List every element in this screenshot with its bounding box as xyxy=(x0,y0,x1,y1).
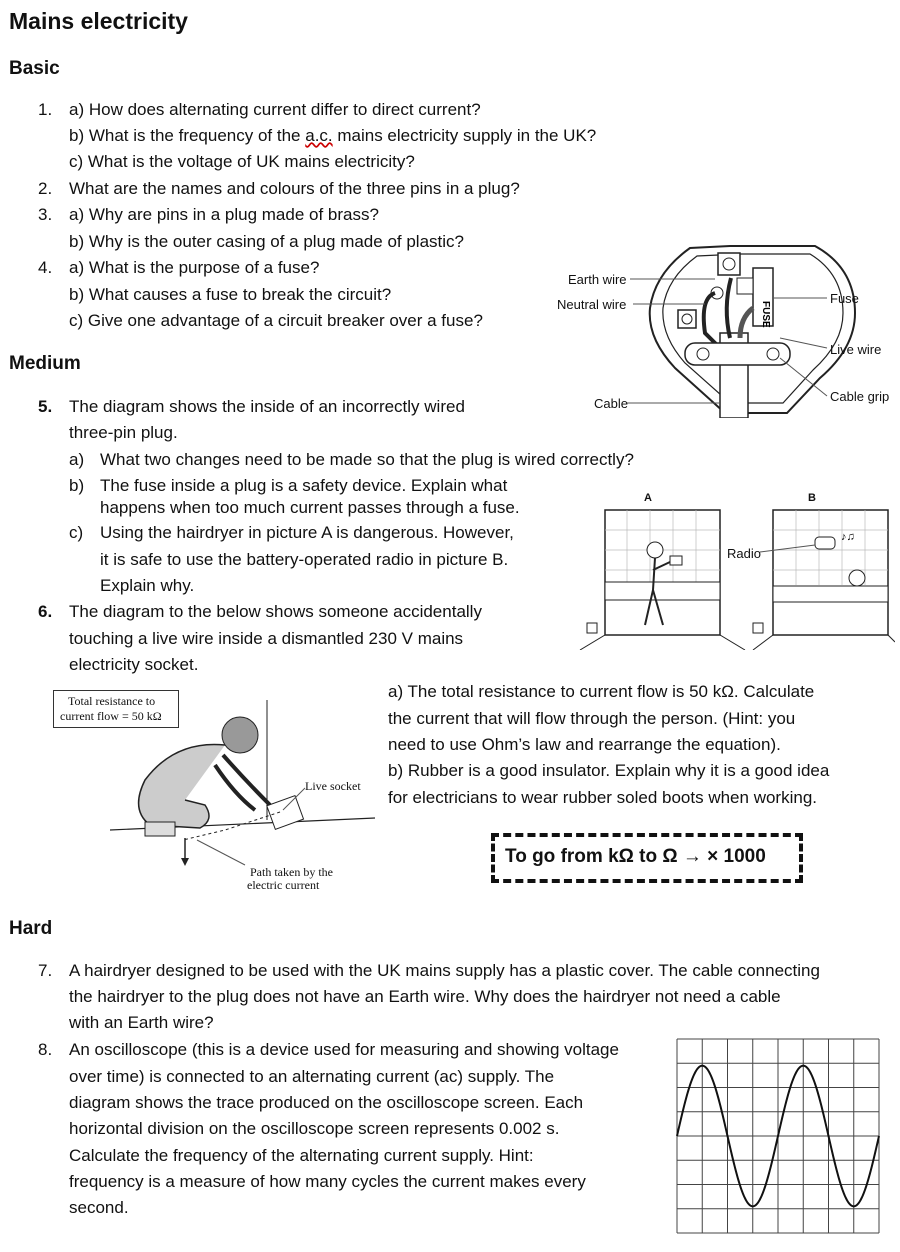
section-medium-heading: Medium xyxy=(9,353,81,374)
q1a-text: a) How does alternating current differ to direct current? xyxy=(69,100,481,119)
live-wire-label: Live wire xyxy=(830,342,882,357)
q5c-label: c) xyxy=(69,523,84,542)
socket-a xyxy=(587,623,597,633)
q1b-text: b) What is the frequency of the a.c. mains electricity supply in the UK? xyxy=(69,126,597,145)
earth-wire-label: Earth wire xyxy=(568,272,627,287)
person-head xyxy=(222,717,258,753)
bathroom-diagram xyxy=(575,490,895,650)
bathroom-a-frame xyxy=(605,510,720,635)
path-label-line1: Path taken by the xyxy=(250,865,333,879)
person-b-head xyxy=(849,570,865,586)
wire-a xyxy=(704,293,720,348)
q6-number: 6. xyxy=(38,602,53,621)
hairdryer xyxy=(670,556,682,565)
picture-b-label: B xyxy=(808,492,816,504)
bath-a xyxy=(605,582,720,600)
q5c-line2: it is safe to use the battery-operated radio in picture B. xyxy=(100,550,509,569)
conversion-text: To go from kΩ to Ω → × 1000 xyxy=(505,846,766,867)
resistance-line1: Total resistance to xyxy=(68,694,156,708)
q3b-text: b) Why is the outer casing of a plug made of plastic? xyxy=(69,232,464,251)
person-a-head xyxy=(647,542,663,558)
q6a-line3: need to use Ohm’s law and rearrange the equation). xyxy=(388,735,781,754)
q8-line1: An oscilloscope (this is a device used for measuring and showing voltage xyxy=(69,1040,619,1059)
earth-pin xyxy=(718,253,740,275)
q8-number: 8. xyxy=(38,1040,53,1059)
q8-line6: frequency is a measure of how many cycles the current makes every xyxy=(69,1172,586,1191)
section-basic-heading: Basic xyxy=(9,58,60,79)
q5c-line3: Explain why. xyxy=(100,576,195,595)
q5b-line2: happens when too much current passes through a fuse. xyxy=(100,498,520,517)
q2-number: 2. xyxy=(38,179,53,198)
q6-line3: electricity socket. xyxy=(69,655,199,674)
bathroom-b-frame xyxy=(773,510,888,635)
q5-line1: The diagram shows the inside of an incorrectly wired xyxy=(69,397,465,416)
q6a-line2: the current that will flow through the person. (Hint: you xyxy=(388,709,796,728)
music-notes: ♪♫ xyxy=(841,531,855,543)
q3-number: 3. xyxy=(38,205,53,224)
wire-b xyxy=(727,278,731,338)
oscilloscope-screen xyxy=(676,1038,880,1234)
live-socket-shape xyxy=(267,796,304,830)
neutral-pin xyxy=(678,310,696,328)
q5-number: 5. xyxy=(38,397,53,416)
q5b-line1: The fuse inside a plug is a safety device. Explain what xyxy=(100,476,508,495)
path-label-line2: electric current xyxy=(247,878,320,892)
cable-grip xyxy=(685,343,790,365)
q5b-label: b) xyxy=(69,476,85,495)
q5a-label: a) xyxy=(69,450,85,469)
socket-b xyxy=(753,623,763,633)
q6-line1: The diagram to the below shows someone accidentally xyxy=(69,602,482,621)
radio xyxy=(815,537,835,549)
q5a-text: What two changes need to be made so that the plug is wired correctly? xyxy=(100,450,634,469)
person-arms xyxy=(215,755,270,810)
q4b-text: b) What causes a fuse to break the circuit? xyxy=(69,285,392,304)
q7-line1: A hairdryer designed to be used with the UK mains supply has a plastic cover. The cable connecting xyxy=(69,961,820,980)
q8-line7: second. xyxy=(69,1198,129,1217)
radio-label: Radio xyxy=(727,546,761,561)
q4c-text: c) Give one advantage of a circuit breaker over a fuse? xyxy=(69,311,483,330)
q6a-line1: a) The total resistance to current flow is 50 kΩ. Calculate xyxy=(388,682,815,701)
q4-number: 4. xyxy=(38,258,53,277)
q8-line3: diagram shows the trace produced on the oscilloscope screen. Each xyxy=(69,1093,584,1112)
q8-line2: over time) is connected to an alternating current (ac) supply. The xyxy=(69,1067,555,1086)
q5c-line1: Using the hairdryer in picture A is dangerous. However, xyxy=(100,523,514,542)
person-torso xyxy=(139,744,225,828)
q7-number: 7. xyxy=(38,961,53,980)
q7-line2: the hairdryer to the plug does not have an Earth wire. Why does the hairdryer not need a cable xyxy=(69,987,781,1006)
q2-text: What are the names and colours of the three pins in a plug? xyxy=(69,179,520,198)
picture-a-label: A xyxy=(644,492,652,504)
q6b-line2: for electricians to wear rubber soled boots when working. xyxy=(388,788,817,807)
cable-grip-label: Cable grip xyxy=(830,389,890,404)
page-title: Mains electricity xyxy=(9,8,188,34)
q1c-text: c) What is the voltage of UK mains electricity? xyxy=(69,152,415,171)
person-foot xyxy=(145,822,175,836)
section-hard-heading: Hard xyxy=(9,918,53,939)
q6-line2: touching a live wire inside a dismantled 230 V mains xyxy=(69,629,464,648)
resistance-line2: current flow = 50 kΩ xyxy=(60,709,162,723)
q1-number: 1. xyxy=(38,100,53,119)
bath-b xyxy=(773,586,888,602)
fuse-clip xyxy=(737,278,753,294)
q8-line5: Calculate the frequency of the alternating current supply. Hint: xyxy=(69,1146,534,1165)
q8-line4: horizontal division on the oscilloscope screen represents 0.002 s. xyxy=(69,1119,560,1138)
fuse-text: FUSE xyxy=(760,301,771,328)
q3a-text: a) Why are pins in a plug made of brass? xyxy=(69,205,379,224)
q4a-text: a) What is the purpose of a fuse? xyxy=(69,258,320,277)
fuse-label: Fuse xyxy=(830,291,859,306)
q7-line3: with an Earth wire? xyxy=(69,1013,214,1032)
neutral-wire-label: Neutral wire xyxy=(557,297,627,312)
q5-line2: three-pin plug. xyxy=(69,423,178,442)
cable-label: Cable xyxy=(594,396,628,411)
live-socket-label: Live socket xyxy=(305,779,361,793)
q6b-line1: b) Rubber is a good insulator. Explain why it is a good idea xyxy=(388,761,830,780)
